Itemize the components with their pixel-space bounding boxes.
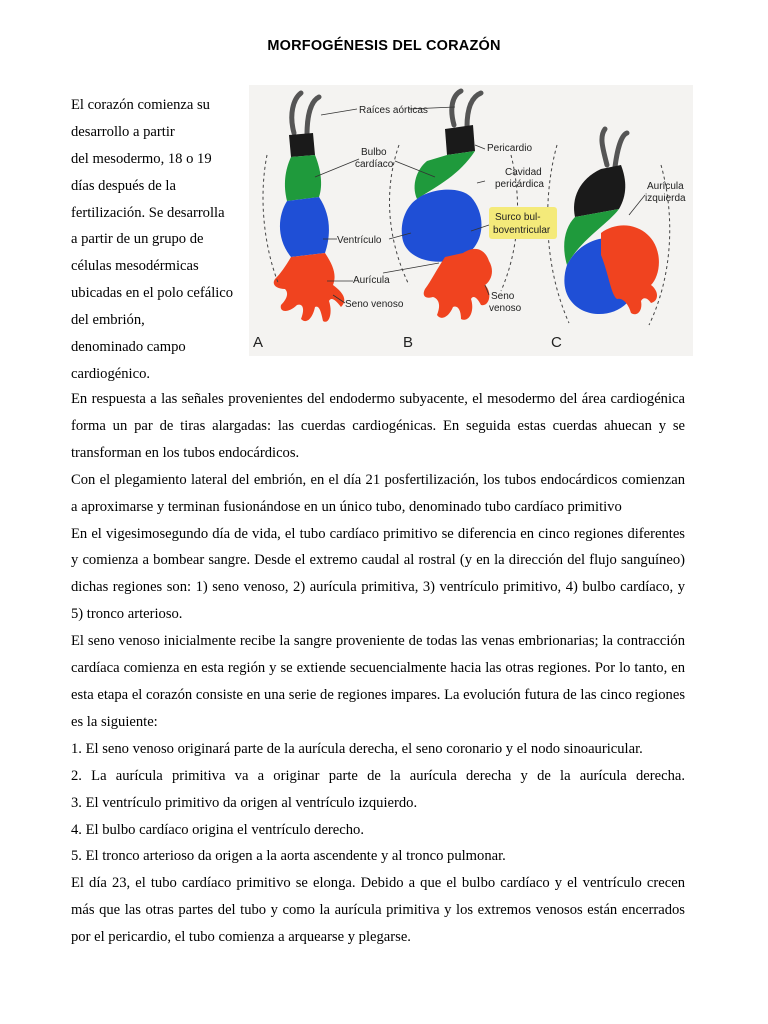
label-a: A: [253, 334, 264, 351]
aortic-root-b: [452, 91, 481, 127]
label-cavidad-1: Cavidad: [505, 167, 542, 178]
label-ventriculo: Ventrículo: [337, 235, 382, 246]
body-text: [71, 386, 685, 951]
region-green-a: [285, 155, 321, 201]
intro-text: [71, 92, 251, 388]
intro-line: ubicadas en el polo cefálico: [71, 285, 234, 302]
list-item: 2. La aurícula primitiva va a originar parte de la aurícula derecha y de la aurícula derecha.: [71, 767, 685, 784]
label-pericardio: Pericardio: [487, 143, 533, 154]
region-black-c: [574, 165, 625, 217]
paragraph: En respuesta a las señales provenientes del endodermo subyacente, el mesodermo del área cardiogénica forma un par de tiras alargadas: las cuerdas cardiogénicas. En seguida estas cuerdas ahuecan y se transforman en los tubos endocárdicos.: [71, 391, 685, 461]
label-auricula: Aurícula: [353, 275, 390, 286]
label-c: C: [551, 334, 562, 351]
heart-c: [548, 129, 670, 325]
intro-line: del mesodermo, 18 o 19: [71, 150, 212, 167]
label-seno-2: venoso: [489, 303, 522, 314]
region-blue-a: [280, 197, 329, 257]
label-surco-2: boventricular: [493, 225, 551, 236]
list-item: 1. El seno venoso originará parte de la aurícula derecha, el seno coronario y el nodo sinoauricular.: [71, 740, 643, 757]
label-auricula-izq-1: Aurícula: [647, 181, 684, 192]
list-item: 4. El bulbo cardíaco origina el ventrículo derecho.: [71, 821, 364, 838]
label-raices-aorticas: Raíces aórticas: [359, 105, 428, 116]
paragraph: El día 23, el tubo cardíaco primitivo se elonga. Debido a que el bulbo cardíaco y el ventrículo crecen más que las otras partes del tubo y como la aurícula primitiva y los extremos venosos están encerrados por el pericardio, el tubo comienza a arquearse y plegarse.: [71, 875, 685, 946]
paragraph: En el vigesimosegundo día de vida, el tubo cardíaco primitivo se diferencia en cinco regiones diferentes y comienza a bombear sangre. Desde el extremo caudal al rostral (y en la dirección del flujo sanguíneo) dichas regiones son: 1) seno venoso, 2) aurícula primitiva, 3) ventrículo primitivo, 4) bulbo cardíaco, y 5) tronco arterioso.: [71, 525, 685, 623]
aortic-root-c: [602, 129, 627, 167]
page-title: MORFOGÉNESIS DEL CORAZÓN: [267, 38, 501, 54]
list-item: 5. El tronco arterioso da origen a la aorta ascendente y al tronco pulmonar.: [71, 848, 506, 865]
list-item: 3. El ventrículo primitivo da origen al ventrículo izquierdo.: [71, 794, 418, 811]
heart-b: [390, 91, 518, 320]
intro-line: células mesodérmicas: [71, 258, 199, 275]
intro-line: El corazón comienza su: [71, 97, 210, 113]
region-black-a: [289, 133, 315, 157]
label-bulbo-1: Bulbo: [361, 147, 387, 158]
intro-line: días después de la: [71, 177, 176, 194]
heart-a: [263, 93, 344, 322]
label-auricula-izq-2: izquierda: [645, 193, 686, 204]
label-bulbo-2: cardíaco: [355, 159, 394, 170]
label-b: B: [403, 334, 414, 351]
heart-diagram: [249, 85, 693, 356]
intro-line: fertilización. Se desarrolla: [71, 204, 225, 221]
intro-line: del embrión,: [71, 312, 145, 329]
label-seno-1: Seno: [491, 291, 515, 302]
intro-line: cardiogénico.: [71, 365, 151, 382]
region-red-a: [274, 253, 345, 322]
paragraph: Con el plegamiento lateral del embrión, en el día 21 posfertilización, los tubos endocárdicos comienzan a aproximarse y terminan fusionándose en un único tubo, denominado tubo cardíaco primitivo: [71, 471, 685, 515]
intro-line: desarrollo a partir: [71, 123, 175, 140]
aortic-root-a: [292, 93, 319, 135]
paragraph: El seno venoso inicialmente recibe la sangre proveniente de todas las venas embrionarias; la contracción cardíaca comienza en esta región y se extiende secuencialmente hacia las otras regiones. Por lo tanto, en esta etapa el corazón consiste en una serie de regiones impares. La evolución futura de las cinco regiones es la siguiente:: [71, 633, 685, 730]
heart-development-figure: [249, 85, 693, 356]
label-surco-1: Surco bul-: [495, 212, 541, 223]
region-black-b: [445, 125, 475, 155]
label-cavidad-2: pericárdica: [495, 179, 544, 190]
intro-line: a partir de un grupo de: [71, 231, 204, 248]
intro-line: denominado campo: [71, 339, 186, 356]
label-seno-venoso: Seno venoso: [345, 299, 404, 310]
